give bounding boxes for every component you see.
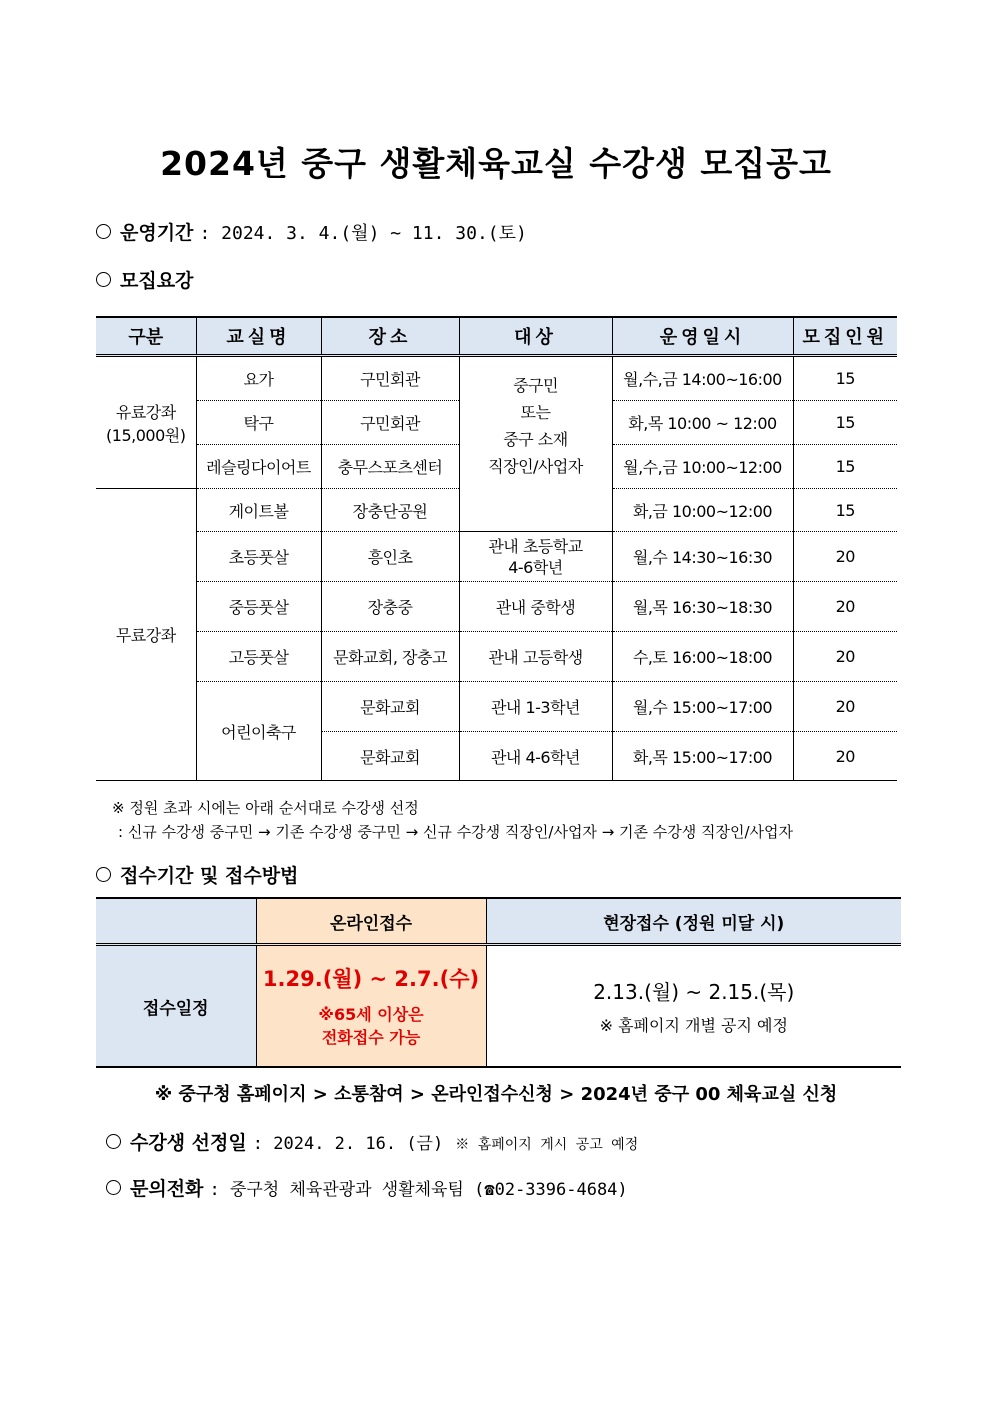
class-time: 월,목 16:30~18:30 xyxy=(612,582,793,632)
page-title: 2024년 중구 생활체육교실 수강생 모집공고 xyxy=(160,144,832,183)
class-count: 20 xyxy=(793,682,897,732)
circle-bullet-icon xyxy=(96,867,111,882)
table-row xyxy=(96,356,897,401)
header-place: 장소 xyxy=(321,317,459,356)
target-line: 직장인/사업자 xyxy=(488,457,583,476)
free-group-cell: 무료강좌 xyxy=(96,489,196,781)
online-note-1: ※65세 이상은 xyxy=(318,1005,424,1024)
recruit-section xyxy=(96,266,193,293)
class-target xyxy=(459,532,612,582)
class-name: 요가 xyxy=(196,356,321,401)
paid-group-label: 유료강좌 xyxy=(115,402,176,422)
class-time: 화,목 15:00~17:00 xyxy=(612,732,793,781)
class-place: 장충단공원 xyxy=(321,489,459,532)
class-count: 20 xyxy=(793,732,897,781)
class-place: 구민회관 xyxy=(321,356,459,401)
class-target: 관내 고등학생 xyxy=(459,632,612,682)
onsite-dates: 2.13.(월) ~ 2.15.(목) xyxy=(593,980,795,1004)
class-name: 중등풋살 xyxy=(196,582,321,632)
onsite-note: ※ 홈페이지 개별 공지 예정 xyxy=(599,1016,788,1035)
application-path: ※ 중구청 홈페이지 > 소통참여 > 온라인접수신청 > 2024년 중구 00 체육교실 신청 xyxy=(154,1084,838,1105)
table-row xyxy=(96,632,897,682)
class-name: 고등풋살 xyxy=(196,632,321,682)
class-name: 게이트볼 xyxy=(196,489,321,532)
header-schedule: 운영일시 xyxy=(612,317,793,356)
header-target: 대상 xyxy=(459,317,612,356)
selection-note: ※ 홈페이지 게시 공고 예정 xyxy=(455,1137,639,1153)
class-target: 관내 중학생 xyxy=(459,582,612,632)
class-place: 구민회관 xyxy=(321,401,459,445)
class-place: 문화교회 xyxy=(321,732,459,781)
target-line: 4-6학년 xyxy=(508,557,563,577)
class-name: 탁구 xyxy=(196,401,321,445)
remark-line-2: : 신규 수강생 중구민 → 기존 수강생 중구민 → 신규 수강생 직장인/사업자 → 기존 수강생 직장인/사업자 xyxy=(118,823,794,841)
class-place: 문화교회 xyxy=(321,682,459,732)
header-category: 구분 xyxy=(96,317,196,356)
class-count: 15 xyxy=(793,489,897,532)
class-time: 화,금 10:00~12:00 xyxy=(612,489,793,532)
selection-section xyxy=(106,1128,638,1155)
class-place: 문화교회, 장충고 xyxy=(321,632,459,682)
class-place: 장충중 xyxy=(321,582,459,632)
contact-value: : 중구청 체육관광과 생활체육팀 (☎02-3396-4684) xyxy=(209,1180,628,1200)
target-line: 중구 소재 xyxy=(503,430,568,449)
table-row xyxy=(96,682,897,732)
apply-label: 접수기간 및 접수방법 xyxy=(120,865,299,887)
classes-table xyxy=(96,316,897,781)
selection-label: 수강생 선정일 xyxy=(130,1132,247,1154)
apply-header-blank xyxy=(96,898,256,945)
table-row xyxy=(96,532,897,582)
class-target: 관내 4-6학년 xyxy=(459,732,612,781)
class-time: 월,수,금 10:00~12:00 xyxy=(612,445,793,489)
contact-label: 문의전화 xyxy=(130,1178,204,1200)
class-place: 충무스포츠센터 xyxy=(321,445,459,489)
apply-section xyxy=(96,861,298,888)
table-row xyxy=(96,582,897,632)
class-target: 관내 1-3학년 xyxy=(459,682,612,732)
class-name: 초등풋살 xyxy=(196,532,321,582)
class-time: 화,목 10:00 ~ 12:00 xyxy=(612,401,793,445)
class-count: 15 xyxy=(793,356,897,401)
class-time: 월,수 15:00~17:00 xyxy=(612,682,793,732)
target-line: 또는 xyxy=(520,403,551,422)
class-count: 20 xyxy=(793,532,897,582)
apply-row-label: 접수일정 xyxy=(96,945,256,1068)
contact-section xyxy=(106,1174,628,1201)
class-name: 레슬링다이어트 xyxy=(196,445,321,489)
class-time: 월,수,금 14:00~16:00 xyxy=(612,356,793,401)
class-count: 15 xyxy=(793,445,897,489)
online-dates: 1.29.(월) ~ 2.7.(수) xyxy=(262,967,480,991)
period-label: 운영기간 xyxy=(120,222,194,244)
target-line: 관내 초등학교 xyxy=(488,536,583,556)
table-header-row xyxy=(96,317,897,356)
onsite-header: 현장접수 (정원 미달 시) xyxy=(486,898,901,945)
class-count: 15 xyxy=(793,401,897,445)
target-line: 중구민 xyxy=(513,376,558,395)
circle-bullet-icon xyxy=(96,224,111,239)
class-place: 흥인초 xyxy=(321,532,459,582)
recruit-label: 모집요강 xyxy=(120,270,194,292)
selection-value: : 2024. 2. 16. (금) xyxy=(252,1134,444,1154)
circle-bullet-icon xyxy=(106,1180,121,1195)
online-header: 온라인접수 xyxy=(256,898,486,945)
class-time: 수,토 16:00~18:00 xyxy=(612,632,793,682)
paid-group-fee: (15,000원) xyxy=(106,425,186,445)
circle-bullet-icon xyxy=(96,272,111,287)
apply-header-row xyxy=(96,898,901,945)
onsite-cell xyxy=(486,945,901,1068)
period-section xyxy=(96,218,527,245)
paid-group-cell xyxy=(96,356,196,489)
online-note-2: 전화접수 가능 xyxy=(321,1028,421,1047)
apply-table xyxy=(96,897,901,1068)
class-count: 20 xyxy=(793,632,897,682)
class-target xyxy=(459,356,612,532)
circle-bullet-icon xyxy=(106,1134,121,1149)
class-time: 월,수 14:30~16:30 xyxy=(612,532,793,582)
online-cell xyxy=(256,945,486,1068)
class-name: 어린이축구 xyxy=(196,682,321,781)
apply-body-row xyxy=(96,945,901,1068)
header-class-name: 교실명 xyxy=(196,317,321,356)
class-count: 20 xyxy=(793,582,897,632)
remark-line-1: ※ 정원 초과 시에는 아래 순서대로 수강생 선정 xyxy=(112,799,419,817)
header-capacity: 모집인원 xyxy=(793,317,897,356)
period-value: : 2024. 3. 4.(월) ~ 11. 30.(토) xyxy=(199,223,527,244)
